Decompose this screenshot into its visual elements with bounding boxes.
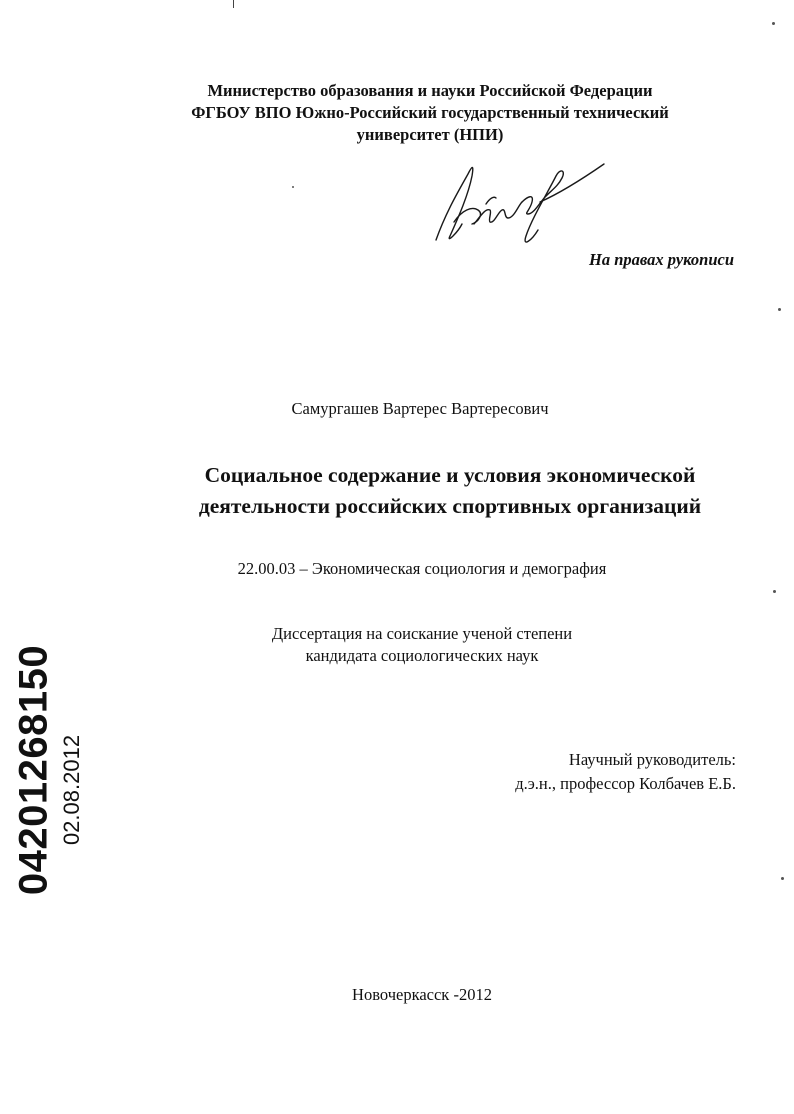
library-stamp-number: 04201268150 [11, 644, 56, 896]
degree-statement [0, 623, 794, 667]
specialty-code: 22.00.03 – Экономическая социология и демография [237, 559, 607, 578]
supervisor-block [515, 748, 736, 796]
scan-speck [292, 186, 294, 188]
scan-speck [773, 590, 776, 593]
title-line-1: Социальное содержание и условия экономической [204, 463, 696, 487]
handwritten-signature [428, 152, 608, 252]
scan-speck [778, 308, 781, 311]
supervisor-label: Научный руководитель: [568, 750, 736, 769]
scan-speck [781, 877, 784, 880]
ministry-line-3: университет (НПИ) [356, 125, 504, 144]
ministry-line-1: Министерство образования и науки Российской Федерации [207, 81, 653, 100]
ministry-header [120, 80, 740, 146]
ministry-line-2: ФГБОУ ВПО Южно-Российский государственный технический [191, 103, 669, 122]
author-name: Самургашев Вартерес Вартересович [291, 399, 549, 418]
library-stamp-date: 02.08.2012 [59, 734, 84, 846]
city-year: Новочеркасск -2012 [352, 985, 492, 1004]
dissertation-title [60, 460, 794, 522]
degree-line-1: Диссертация на соискание ученой степени [271, 624, 573, 643]
scan-mark-top [233, 0, 234, 8]
scan-speck [772, 22, 775, 25]
title-line-2: деятельности российских спортивных организаций [198, 494, 702, 518]
degree-line-2: кандидата социологических наук [305, 646, 539, 665]
supervisor-name: д.э.н., профессор Колбачев Е.Б. [515, 774, 736, 793]
rights-note: На правах рукописи [589, 250, 734, 269]
